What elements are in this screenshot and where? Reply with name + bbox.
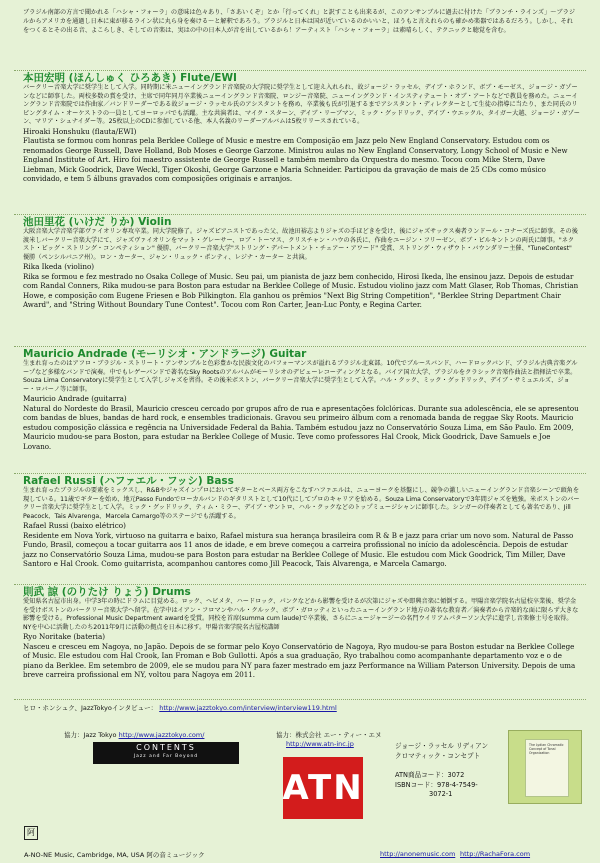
anonemusic-link[interactable]: http://anonemusic.com <box>380 850 456 858</box>
bio-japanese: バークリー音楽大学に奨学生として入学。同時期に米ニューイングランド音楽院の大学院に奨学生として迎え入れられ、故ジョージ・ラッセル、デイブ・ホランド、ボブ・モーゼス、ジョージ・ガゾーンなどに師事した。両校多数の賞を受け、主席で同年同月卒業後ニューイングランド音楽院、ロンジー音楽院、ニューイングランド・インスティテュート・オブ・アートなどで教員を務めた。ニューイングランド音楽院では作曲家／バンドリーダーである故ジョージ・ラッセル氏のアシスタントを務め、卒業後も氏が引退するまでアシスタント・ディレクターとして生徒の指導に当たり、また同氏のリビングタイム・オーケストラの一員としてヨーロッパでも活躍。主な共演者は、マイク・スターン、デイブ・リーブマン、ミック・グッドリック、デイブ・ウエックル、タイガー大越、ジョージ・ガゾーン、マリア・シュナイダー等。25枚以上のCDに参加している他、本人名義のリーダーアルバムは5枚リリースされている。 <box>23 84 580 126</box>
album-title-line1: ジョージ・ラッセル リディアン <box>395 742 489 750</box>
section-heading: 池田里花 (いけだ りか) Violin <box>23 216 172 228</box>
album-cover <box>508 730 582 804</box>
contents-logo <box>93 742 239 764</box>
divider <box>14 473 586 474</box>
footnote-label: ヒロ・ホンシュク、JazzTokyoインタビュー： <box>23 704 158 712</box>
album-cover-title: The Lydian Chromatic Concept of Tonal Organization <box>529 743 564 755</box>
anone-logo-icon: 阿 <box>24 826 38 840</box>
divider <box>14 346 586 347</box>
bio-section-honshuku <box>23 72 580 184</box>
album-cover-inner <box>525 739 569 797</box>
album-info <box>395 742 505 800</box>
divider <box>14 70 586 71</box>
divider <box>14 584 586 585</box>
bio-japanese: 生まれ育ったのはアフロ・ブラジル・ストリート・アンサンブルと色彩豊かな民族文化のパフォーマンスが溢れるブラジル北東部。10代でブルースバンド、ハードロックバンド、ブラジル古典音楽グループなど多様なバンドで演奏。中でもレゲーバンドで著名なSky Rootsのアルバムがモーリシオのデビューレコーディングとなる。バイア国立大学、ブラジルをクラシック音楽作曲法と指揮法で卒業。Souza Lima Conservatoryに奨学生として入学しジャズを習得。その後米ボストン、バークリー音楽大学に奨学生として入学。ハル・クック、ミック・グッドリック、デイブ・サミュエルズ、ジョー・ロバーノ等に師事。 <box>23 360 578 393</box>
bio-name-portuguese: Hiroaki Honshuku (flauta/EWI) <box>23 126 137 136</box>
bio-portuguese: Rika se formou e fez mestrado no Osaka College of Music. Seu pai, um pianista de jazz bem conhecido, Hirosi Ikeda, lhe ensinou jazz. Depois de estudar com Randal Conners, Rika mudou-se para Boston para estudar na Berklee College of Music. Estudou violino jazz com Matt Glaser, Rob Thomas, Christian Howe, e composição com Eugene Friesen e Bob Pilkington. Ela ganhou os prêmios "Next Big String Competition", "Berklee String Department Chair Award", and "String Without Boundary Tune Contest". Tocou com Ron Carter, Jean-Luc Ponty, e Regina Carter. <box>23 271 579 310</box>
bio-portuguese: Residente em Nova York, virtuoso na guitarra e baixo, Rafael mistura sua herança brasileira com R & B e jazz para criar um novo som. Natural de Passo Fundo, Brasil, começou a tocar guitarra aos 11 anos de idade, e em breve começou a carreira profissional no início da adolescência. Depois de estudar jazz no Conservatório Souza Lima, mudou-se para Boston para estudar na Berklee College of Music. Ele estudou com Mick Goodrick, Tim Miller, Dave Santoro e Hal Crook. Como guitarrista, acompanhou cantores como Jill Peacock, Tais Alvarenga, e Marcela Camargo. <box>23 530 574 569</box>
rachafora-link[interactable]: http://RachaFora.com <box>460 850 531 858</box>
bio-portuguese: Natural do Nordeste do Brasil, Mauricio cresceu cercado por grupos afro de rua e apresentações folclóricas. Durante sua adolescência, ele se apresentou com bandas de blues, bandas de hard rock, e ensembles tradicionais. Gravou seu primeiro álbum com a renomada banda de reggae Sky Roots. Mauricio estudou composição clássica e regência na Universidade Federal da Bahia. Também estudou jazz no Conservatório Souza Lima, em São Paulo. Em 2009, Mauricio mudou-se para Boston, para estudar na Berklee College of Music. Teve como professores Hal Crook, Mick Goodrick, Dave Samuels e Joe Lovano. <box>23 403 579 451</box>
interview-footnote <box>23 703 337 712</box>
label-credit: A-NO-NE Music, Cambridge, MA, USA 阿の音ミュージック <box>24 851 205 859</box>
atn-link[interactable]: http://www.atn-inc.jp <box>286 740 354 748</box>
jazztokyo-credit <box>64 730 204 739</box>
bio-section-russi <box>23 475 580 569</box>
contents-logo-tagline: Jazz and Far Beyond <box>133 754 199 759</box>
contents-logo-text: CONTENTS <box>136 743 196 752</box>
bio-name-portuguese: Mauricio Andrade (guitarra) <box>23 394 127 404</box>
bio-section-andrade <box>23 348 580 451</box>
bio-japanese: 生まれ育ったブラジルの要素をミックスし、R&Bやジャズインプロにおいてギターとベース両方をこなすハファエルは、ニューヨークを基盤にし、競争の激しいニューイングランド音楽シーンで頭角を現している。11歳でギターを始め、地元Passo Fundoでローカルバンドのギタリストとして10代にしてプロのキャリアを始める。Souza Lima Conservatoryで3年間ジャズを勉強。米ボストンのバークリー音楽大学に奨学生として入学。ミック・グッドリック、ティム・ミラー、デイブ・サントロ、ハル・クックなどのトップミュージシャンに師事した。シンガーの伴奏者としても著名であり、Jill Peacock、Tais Alvarenga、Marcela Camargo等のステージでも活躍する。 <box>23 487 580 520</box>
divider <box>14 699 586 700</box>
jazztokyo-label: 協力：Jazz Tokyo <box>64 731 117 739</box>
bio-portuguese: Flautista se formou com honras pela Berklee College of Music e mestre em Composição em Jazz pelo New England Conservatory. Estudou com os renomados George Russell, Dave Holland, Bob Moses e George Garzone. Ministrou aulas no New England Conservatory, Longy School of Music e New England Institute of Art. Hiro foi maestro assistente de George Russell e também membro da Orquestra do mesmo. Tocou com Mike Stern, Dave Liebman, Mick Goodrick, Dave Weckl, Tiger Okoshi, George Garzone e Maria Schneider. Participou da gravação de mais de 25 CDs como músico convidado, e tem 5 álbuns gravados com composições originais e arranjos. <box>23 136 568 184</box>
section-heading: 則武 諒 (のりたけ りょう) Drums <box>23 586 191 598</box>
bio-name-portuguese: Rika Ikeda (violino) <box>23 262 95 272</box>
bio-name-portuguese: Ryo Noritake (bateria) <box>23 632 106 642</box>
isbn-code-rest: 3072-1 <box>429 790 453 798</box>
bio-section-noritake <box>23 586 580 680</box>
bio-portuguese: Nasceu e cresceu em Nagoya, no Japão. Depois de se formar pelo Koyo Conservatório de Nagoya, Ryo mudou-se para Boston estudar na Berklee College of Music. Ele estudou com Hal Crook, Ian Froman e Bob Gullotti. Após a sua graduação, Ryo trabalhou como acompanhante departamento voz e o de piano da Berklee. Em setembro de 2009, ele se mudou para NY para fazer mestrado em jazz Performance na William Paterson University. Depois de uma breve carreira profissional em NY, voltou para Nagoya em 2011. <box>23 641 576 680</box>
section-heading: Mauricio Andrade (モーリシオ・アンドラージ) Guitar <box>23 348 307 360</box>
interview-link[interactable]: http://www.jazztokyo.com/interview/interview119.html <box>159 704 337 712</box>
atn-logo: ATN <box>283 757 363 819</box>
atn-credit-label: 協力：株式会社 エー・ティー・エヌ <box>276 731 382 739</box>
jazztokyo-link[interactable]: http://www.jazztokyo.com/ <box>118 731 205 739</box>
product-code: ATN商品コード：3072 <box>395 771 465 779</box>
divider <box>14 214 586 215</box>
section-heading: Rafael Russi (ハファエル・フッシ) Bass <box>23 475 234 487</box>
bio-japanese: 愛知県名古屋市出身。中学3年の時にドラムに目覚める。ロック、ヘビメタ、ハードロック、パンクなどから影響を受けるが次第にジャズや即興音楽に傾倒する。甲陽音楽学院名古屋校卒業後、奨学金を受けボストンのバークリー音楽大学へ留学。在学中はイアン・フロマンやハル・クルック、ボブ・ガロッティといったニューイングランド地方の著名な教育者／演奏者から音楽的な面に限らず大きな影響を受ける。Professional Music Department awardを受賞。同校を首席(summa cum laude)で卒業後、さらにニュージャージーの名門ウイリアムパターソン大学に進学し音楽修士号を取得。NYを中心に活動したのち2011年9月に活動の拠点を日本に移す。甲陽音楽学院名古屋校講師 <box>23 598 579 631</box>
section-heading: 本田宏明 (ほんしゅく ひろあき) Flute/EWI <box>23 72 237 84</box>
intro-text: ブラジル南部の方言で聞かれる「ハシャ・フォーラ」の意味は色々あり、「さあいくぞ」とか「行ってくれ」と訳すことも出来るが、このアンサンブルに過去に付けた「ブランチ・ラインズ」〜ブラジルからアメリカを通過し日本に東が移るライン状に丸ら身を奏ける〜と解釈であろう。ブラジルと日本は国が近いているのかいいと、ほうもと言えれらのも確かめ楽器ではあるだろう。しかし、それをつくるとその出る音、よこらしき、そしての音楽は、実はの中の日本人が音を出しているから！アーティスト「ハシャ・フォーラ」は素晴らしく、テクニックと聴覚を含む。 <box>23 9 576 34</box>
isbn-code: ISBNコード：978-4-7549- <box>395 780 478 789</box>
album-title-line2: クロマティック・コンセプト <box>395 751 481 760</box>
bio-japanese: 大阪音楽大学音楽学部ヴァイオリン専攻卒業。同大学院修了。ジャズピアニストであった父、故池田裕志よりジャズの手ほどきを受け、後にジャズサックス奏者ランドール・コナーズ氏に師事。その後渡米しバークリー音楽大学にて、ジャズヴァイオリンをマット・グレーサー、ロブ・トーマス、クリスチャン・ハウの各氏に、作曲をユージン・フリーゼン、ボブ・ピルキントンの両氏に師事。"ネクスト・ビッグ・ストリング・コンペティション" 優勝、バークリー音楽大学"ストリング・デパートメント・チェアー・アワード" 受賞、ストリング・ウィザウト・バウンダリー主催、"TuneContest" 優勝（ペンシルバニア州）。ロン・カーター、ジャン・リュック・ポンティ、レジナ・カーター と共演。 <box>23 228 578 261</box>
bio-name-portuguese: Rafael Russi (baixo elétrico) <box>23 521 126 531</box>
bio-section-ikeda <box>23 216 580 310</box>
